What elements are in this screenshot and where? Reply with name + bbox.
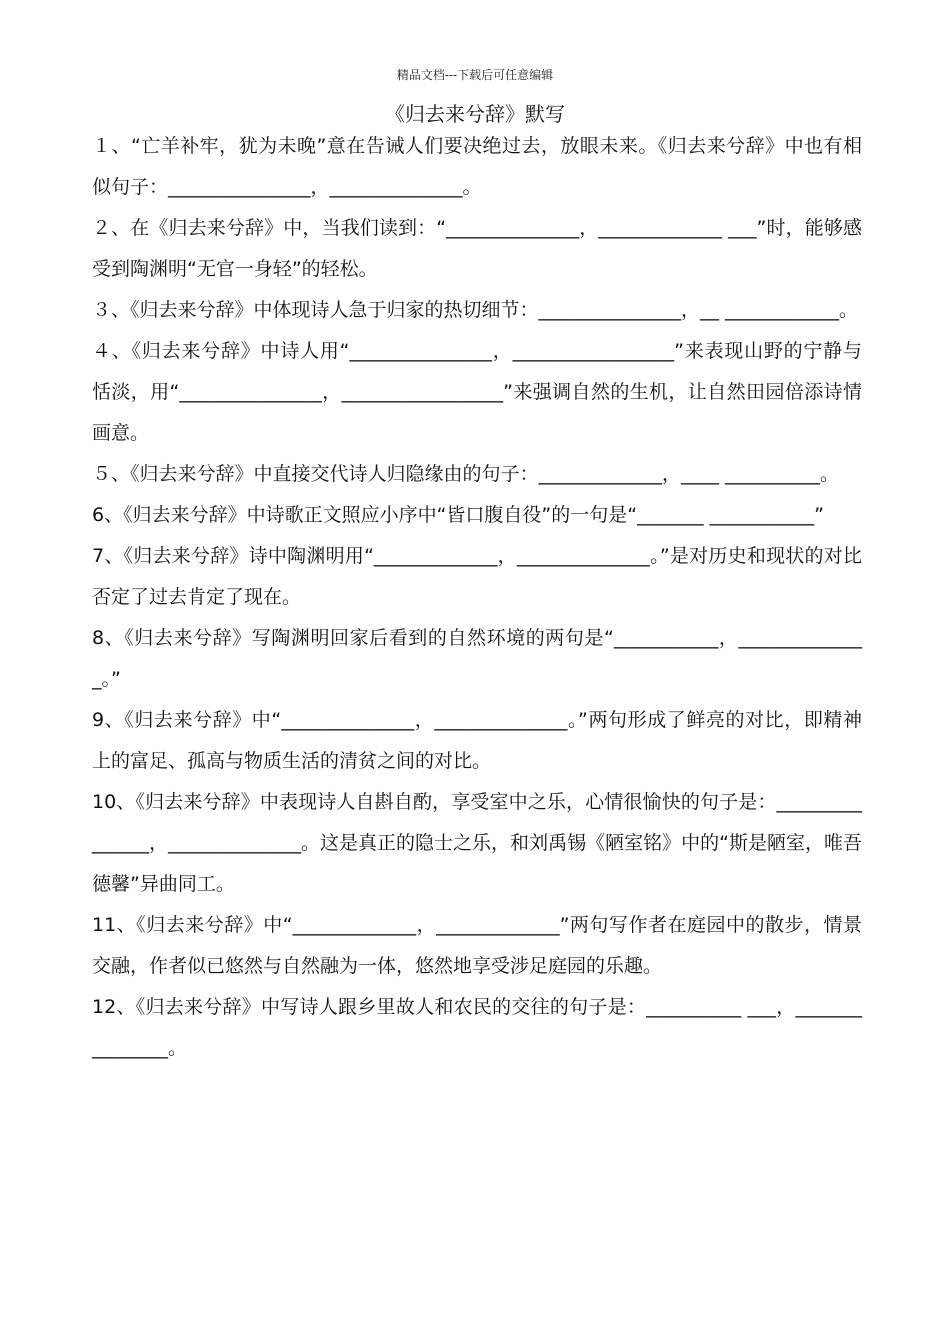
question-list — [92, 126, 862, 1069]
document-title: 《归去来兮辞》默写 — [385, 102, 565, 126]
question-9: 9、《归去来兮辞》中“______________，______________。”两句形成了鲜亮的对比，即精神上的富足、孤高与物质生活的清贫之间的对比。 — [92, 709, 862, 772]
question-12: 12、《归去来兮辞》中写诗人跟乡里故人和农民的交往的句子是：__________ ___，_______________。 — [92, 996, 862, 1059]
question-5: ５、《归去来兮辞》中直接交代诗人归隐缘由的句子：_____________，____ __________。 — [92, 463, 840, 485]
question-3: ３、《归去来兮辞》中体现诗人急于归家的热切细节：_______________，__ ____________。 — [92, 299, 859, 321]
question-1: １、“亡羊补牢，犹为未晚”意在告诫人们要决绝过去，放眼未来。《归去来兮辞》中也有相似句子：_______________，______________。 — [92, 135, 862, 198]
question-4: ４、《归去来兮辞》中诗人用“_______________，_________________”来表现山野的宁静与恬淡，用“_______________，_________________”来强调自然的生机，让自然田园倍添诗情画意。 — [92, 340, 862, 444]
document-watermark-header: 精品文档---下载后可任意编辑 — [396, 68, 554, 82]
question-6: 6、《归去来兮辞》中诗歌正文照应小序中“皆口腹自役”的一句是“_______ ___________” — [92, 504, 825, 526]
question-2: ２、在《归去来兮辞》中，当我们读到：“______________，_____________ ___”时，能够感受到陶渊明“无官一身轻”的轻松。 — [92, 217, 862, 280]
question-10: 10、《归去来兮辞》中表现诗人自斟自酌，享受室中之乐，心情很愉快的句子是：_______________，______________。这是真正的隐士之乐，和刘禹锡《陋室铭》中的“斯是陋室，唯吾德馨”异曲同工。 — [92, 791, 862, 895]
question-7: 7、《归去来兮辞》诗中陶渊明用“_____________，______________。”是对历史和现状的对比否定了过去肯定了现在。 — [92, 545, 862, 608]
question-8: 8、《归去来兮辞》写陶渊明回家后看到的自然环境的两句是“___________，______________。” — [92, 627, 862, 690]
question-11: 11、《归去来兮辞》中“_____________，_____________”两句写作者在庭园中的散步，情景交融，作者似已悠然与自然融为一体，悠然地享受涉足庭园的乐趣。 — [92, 914, 862, 977]
